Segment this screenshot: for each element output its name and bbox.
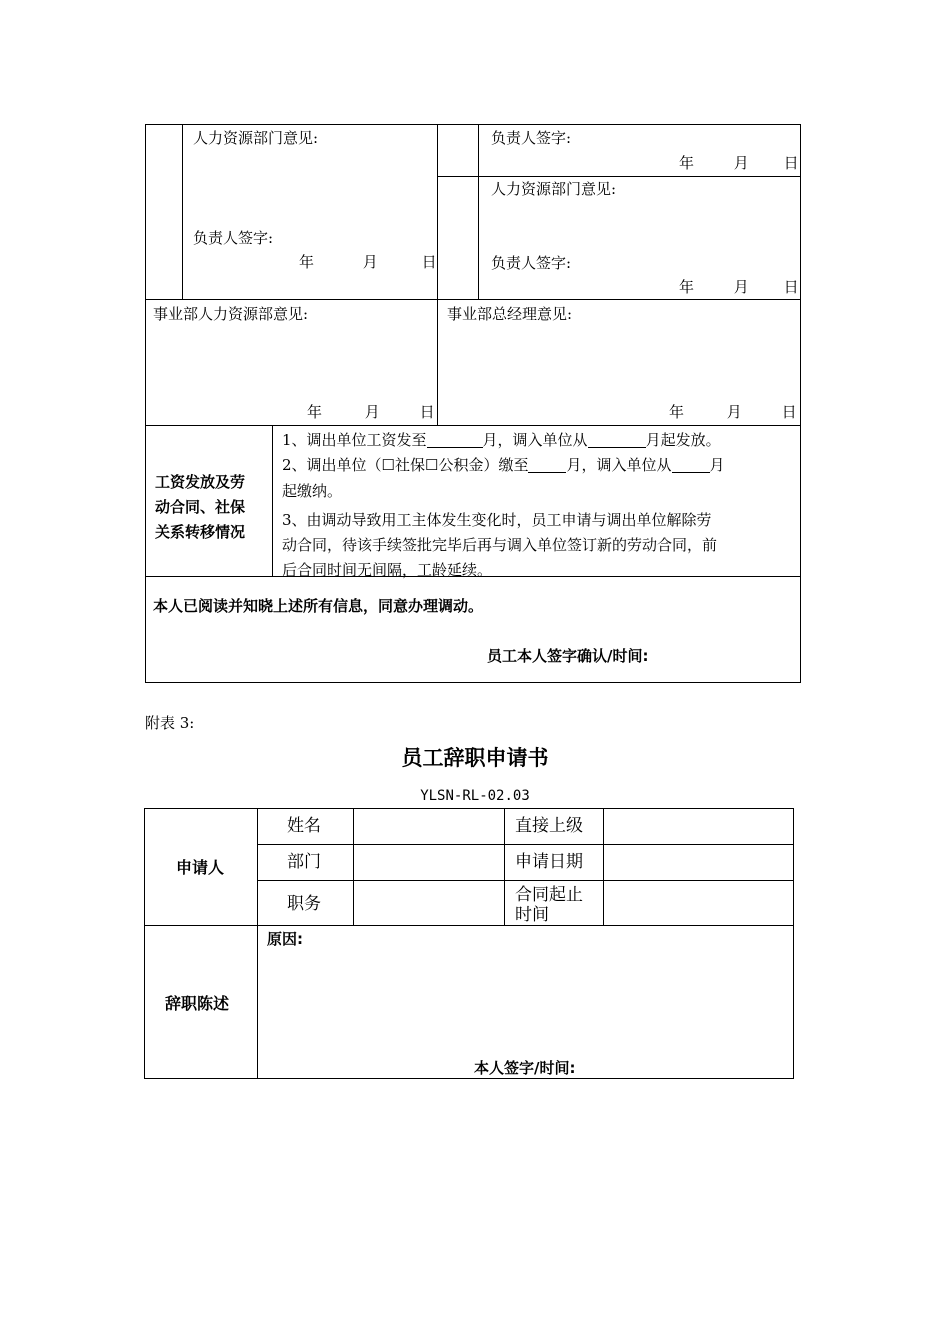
column-divider — [353, 808, 354, 926]
column-divider — [603, 808, 604, 926]
table-border-left — [144, 808, 145, 1079]
dept-label: 部门 — [287, 852, 321, 872]
dept-field[interactable] — [360, 854, 498, 874]
wage-item-2-cont: 起缴纳。 — [282, 482, 343, 500]
supervisor-label: 直接上级 — [515, 816, 583, 836]
supervisor-field[interactable] — [610, 818, 788, 838]
row-divider — [438, 176, 801, 177]
item-text: 3、由调动导致用工主体发生变化时，员工申请与调出单位解除劳 — [282, 511, 712, 529]
employee-signature-label: 员工本人签字确认/时间: — [487, 647, 649, 665]
date-line-right-bottom — [679, 280, 799, 295]
date-year: 年 — [669, 403, 685, 421]
division-gm-opinion-label: 事业部总经理意见: — [447, 305, 573, 323]
wage-contract-label — [155, 470, 245, 545]
apply-date-label: 申请日期 — [515, 852, 583, 872]
item-text: 1、调出单位工资发至 — [282, 431, 427, 449]
wage-label-line: 关系转移情况 — [155, 523, 246, 541]
item-text: 2、调出单位（ — [282, 456, 382, 474]
page-title: 员工辞职申请书 — [401, 746, 549, 770]
wage-label-line: 动合同、社保 — [155, 498, 246, 516]
date-year: 年 — [679, 154, 695, 172]
column-divider — [478, 124, 479, 300]
column-divider — [182, 124, 183, 300]
date-month: 月 — [362, 253, 378, 271]
name-field[interactable] — [360, 818, 498, 838]
row-divider — [144, 925, 794, 926]
date-month: 月 — [726, 403, 742, 421]
date-day: 日 — [783, 154, 799, 172]
date-day: 日 — [781, 403, 797, 421]
wage-item-1 — [282, 433, 721, 448]
paid-from-month-blank[interactable] — [672, 458, 710, 473]
paid-until-month-blank[interactable] — [528, 458, 566, 473]
date-line-division-hr — [307, 405, 435, 420]
item-text: 社保 — [395, 456, 426, 474]
date-year: 年 — [307, 403, 323, 421]
item-text: 月，调入单位从 — [566, 456, 672, 474]
contract-period-label-line: 合同起止 — [515, 885, 583, 905]
appendix-label: 附表 3: — [145, 714, 195, 732]
date-month: 月 — [733, 154, 749, 172]
self-signature-label: 本人签字/时间: — [474, 1059, 576, 1077]
signer-label-left: 负责人签字: — [193, 229, 274, 247]
wage-start-month-blank[interactable] — [588, 433, 646, 448]
item-text: 公积金）缴至 — [438, 456, 529, 474]
row-divider — [145, 299, 801, 300]
document-code: YLSN-RL-02.03 — [420, 788, 530, 804]
table-border-top — [145, 124, 801, 125]
item-text: 月，调入单位从 — [482, 431, 588, 449]
table-border-right — [793, 808, 794, 1079]
applicant-label: 申请人 — [176, 858, 225, 877]
statement-label: 辞职陈述 — [165, 994, 230, 1013]
column-divider — [437, 124, 438, 426]
item-text: 月 — [709, 456, 725, 474]
date-month: 月 — [364, 403, 380, 421]
date-line-left — [299, 255, 437, 270]
date-day: 日 — [783, 278, 799, 296]
table-border-bottom — [145, 682, 801, 683]
reason-label: 原因: — [267, 930, 303, 948]
contract-period-label-line: 时间 — [515, 905, 549, 925]
table-border-left — [145, 124, 146, 683]
social-insurance-checkbox[interactable]: ☐ — [381, 456, 395, 474]
date-line-division-gm — [669, 405, 797, 420]
row-divider — [257, 844, 794, 845]
item-text: 月起发放。 — [645, 431, 721, 449]
reason-field[interactable] — [267, 952, 787, 1052]
wage-label-line: 工资发放及劳 — [155, 473, 246, 491]
date-day: 日 — [421, 253, 437, 271]
wage-item-3 — [282, 508, 717, 583]
date-line-right-top — [679, 156, 799, 171]
contract-period-field[interactable] — [610, 896, 788, 916]
row-divider — [257, 880, 794, 881]
table-border-bottom — [144, 1078, 794, 1079]
position-field[interactable] — [360, 896, 498, 916]
column-divider — [504, 808, 505, 926]
item-text: 动合同，待该手续签批完毕后再与调入单位签订新的劳动合同，前 — [282, 536, 718, 554]
housing-fund-checkbox[interactable]: ☐ — [425, 456, 439, 474]
date-day: 日 — [419, 403, 435, 421]
apply-date-field[interactable] — [610, 854, 788, 874]
signer-label-right-bottom: 负责人签字: — [491, 254, 572, 272]
wage-end-month-blank[interactable] — [427, 433, 483, 448]
table-border-right — [800, 124, 801, 683]
signer-label-right-top: 负责人签字: — [491, 129, 572, 147]
position-label: 职务 — [287, 894, 321, 914]
column-divider — [272, 425, 273, 577]
table-border-top — [144, 808, 794, 809]
date-month: 月 — [733, 278, 749, 296]
name-label: 姓名 — [287, 816, 321, 836]
item-text: 后合同时间无间隔，工龄延续。 — [282, 561, 493, 579]
confirm-statement: 本人已阅读并知晓上述所有信息，同意办理调动。 — [153, 597, 484, 615]
wage-item-2 — [282, 458, 725, 473]
hr-opinion-label-right: 人力资源部门意见: — [491, 180, 617, 198]
column-divider — [257, 808, 258, 1079]
date-year: 年 — [299, 253, 315, 271]
date-year: 年 — [679, 278, 695, 296]
hr-opinion-label-left: 人力资源部门意见: — [193, 129, 319, 147]
contract-period-label — [515, 885, 583, 925]
row-divider — [145, 425, 801, 426]
division-hr-opinion-label: 事业部人力资源部意见: — [153, 305, 309, 323]
